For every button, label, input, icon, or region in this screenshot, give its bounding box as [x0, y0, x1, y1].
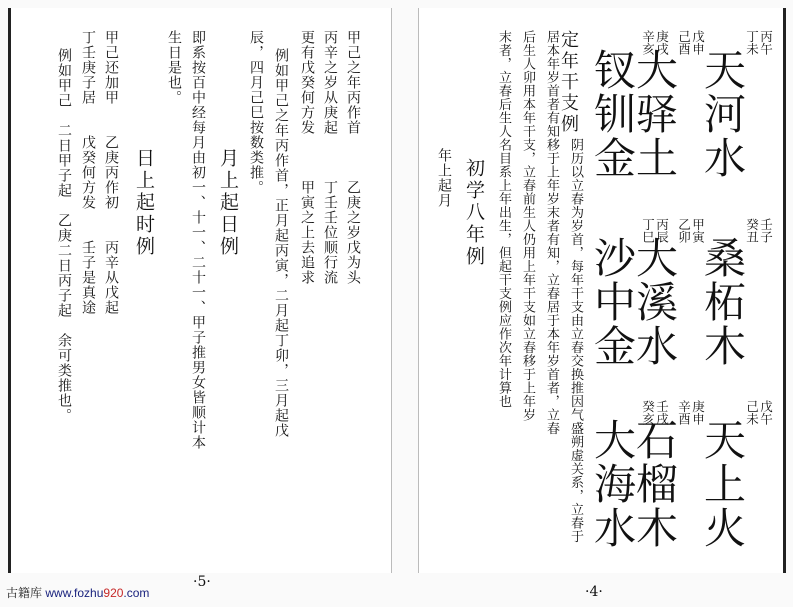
nayin-name: 桑柘木	[698, 236, 747, 368]
ganzhi-label: 己酉	[676, 30, 692, 55]
body-text-line: 后生人卯用本年干支，立春前生人仍用上年干支如立春移于上年岁	[520, 30, 535, 422]
body-text-line: 即系按百中经每月由初一、十一、二十一、甲子推男女皆顺计本	[190, 30, 206, 450]
body-text-line: 居本年岁首者有知移于上年岁末者有知，立春居于本年岁首者，立春	[544, 30, 559, 435]
ganzhi-label: 辛酉	[676, 400, 692, 425]
nayin-name: 大溪水	[630, 236, 679, 368]
nayin-name: 沙中金	[588, 236, 637, 368]
ganzhi-label: 癸丑	[744, 218, 760, 243]
nayin-name: 大海水	[588, 418, 637, 550]
ganzhi-label: 辛亥	[640, 30, 656, 55]
section-heading-month-day: 月上起日例	[217, 148, 239, 258]
body-text-line: 生日是也。	[166, 30, 182, 105]
verse-line: 甲己之年丙作首 乙庚之岁戊为头	[345, 30, 361, 285]
page-number: ·5·	[193, 574, 211, 590]
ganzhi-label: 戊申	[690, 30, 706, 55]
nayin-name: 天河水	[698, 48, 747, 180]
watermark-site: 古籍库	[6, 586, 43, 600]
subheading: 年上起月	[436, 148, 452, 208]
ganzhi-label: 戊午	[758, 400, 774, 425]
verse-line: 丙辛之岁从庚起 丁壬壬位顺行流	[322, 30, 338, 285]
subtitle: 初学八年例	[463, 158, 485, 268]
body-text-line: 辰，四月己巳按数类推。	[248, 30, 264, 195]
left-page	[8, 8, 392, 590]
ganzhi-label: 己未	[744, 400, 760, 425]
ganzhi-label: 壬戌	[654, 400, 670, 425]
ganzhi-label: 丁未	[744, 30, 760, 55]
body-text-line: 例如甲己 二日甲子起 乙庚二日丙子起 余可类推也。	[56, 48, 72, 423]
ganzhi-label: 庚申	[690, 400, 706, 425]
verse-line: 丁壬庚子居 戊癸何方发 壬子是真途	[80, 30, 96, 315]
ganzhi-label: 壬子	[758, 218, 774, 243]
watermark-num: 920	[103, 586, 124, 600]
watermark	[6, 584, 149, 601]
ganzhi-label: 甲寅	[690, 218, 706, 243]
nayin-name: 钗钏金	[588, 48, 637, 180]
ganzhi-label: 庚戌	[654, 30, 670, 55]
ganzhi-label: 丙辰	[654, 218, 670, 243]
watermark-url: www.fozhu	[45, 586, 104, 600]
verse-line: 甲己还加甲 乙庚丙作初 丙辛从戊起	[103, 30, 119, 315]
ganzhi-label: 丁巳	[640, 218, 656, 243]
section-title: 定年干支例	[558, 30, 579, 135]
nayin-name: 天上火	[698, 418, 747, 550]
page-number: ·4·	[585, 584, 603, 600]
ganzhi-label: 丙午	[758, 30, 774, 55]
nayin-name: 石榴木	[630, 418, 679, 550]
verse-line: 更有戊癸何方发 甲寅之上去追求	[299, 30, 315, 285]
section-heading-day-hour: 日上起时例	[133, 148, 155, 258]
nayin-name: 大驿土	[630, 48, 679, 180]
right-page	[418, 8, 786, 600]
body-text-line: 阴历以立春为岁首，每年干支由立春交换推因气盛朔虚关系，立春于	[568, 138, 583, 543]
body-text-line: 例如甲己之年丙作首，正月起丙寅，二月起丁卯，三月起戊	[273, 48, 289, 438]
ganzhi-label: 癸亥	[640, 400, 656, 425]
body-text-line: 末者，立春后生人名目系上年出生，但起干支例应作次年计算也	[496, 30, 511, 408]
ganzhi-label: 乙卯	[676, 218, 692, 243]
watermark-tld: .com	[123, 586, 150, 600]
